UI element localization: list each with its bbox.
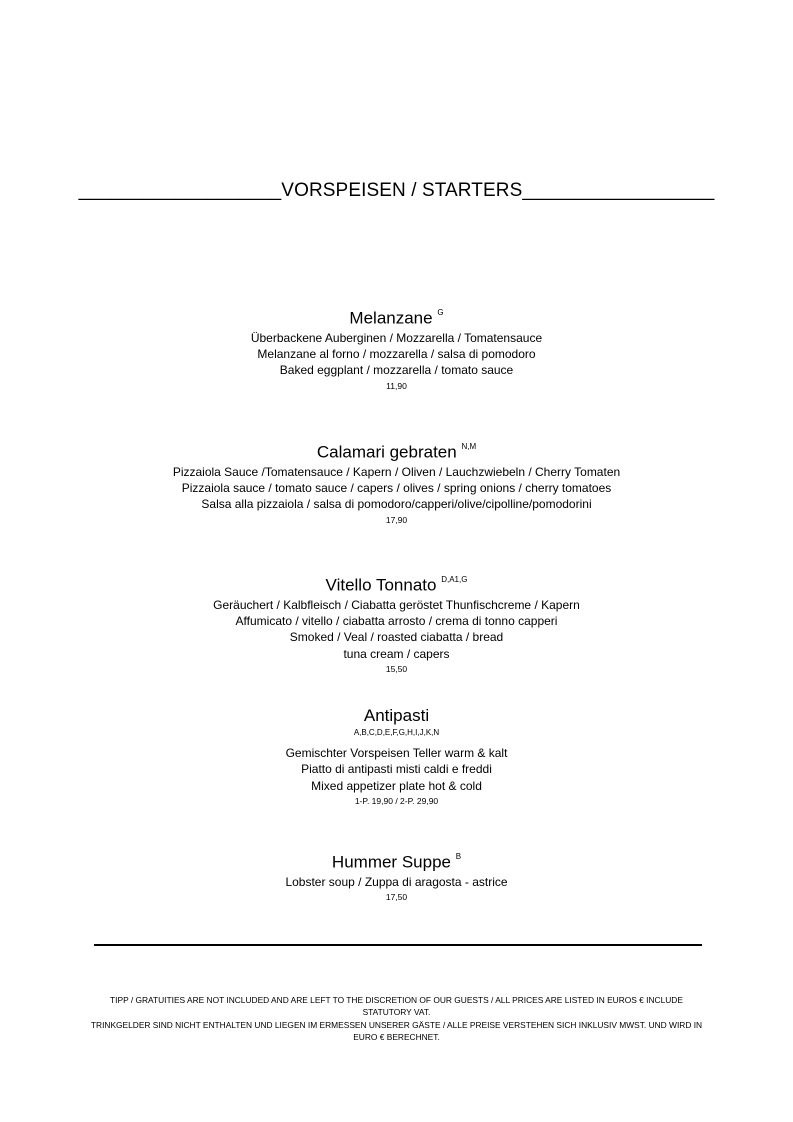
- footer-notice: [90, 994, 703, 1044]
- allergen-codes: B: [455, 852, 462, 861]
- dish-melanzane: [0, 304, 793, 393]
- footer-line-english: TIPP / GRATUITIES ARE NOT INCLUDED AND ARE LEFT TO THE DISCRETION OF OUR GUESTS / ALL PRICES ARE LISTED IN EUROS € INCLUDE STATUTORY VAT.: [110, 995, 683, 1018]
- dish-price: 17,90: [385, 514, 408, 525]
- dish-description-line: Pizzaiola sauce / tomato sauce / capers / olives / spring onions / cherry tomatoes: [181, 480, 612, 495]
- dish-description-line: Baked eggplant / mozzarella / tomato sauce: [279, 363, 514, 378]
- allergen-codes: A,B,C,D,E,F,G,H,I,J,K,N: [353, 728, 440, 737]
- dish-name: Hummer Suppe $^B$: [331, 852, 462, 872]
- dish-antipasti: [0, 705, 793, 808]
- dish-price: 1-P. 19,90 / 2-P. 29,90: [354, 795, 439, 806]
- dish-description-line: Gemischter Vorspeisen Teller warm & kalt: [285, 746, 508, 760]
- dish-name: Antipasti: [363, 706, 430, 725]
- dish-name: Vitello Tonnato $^{D,A1,G}$: [325, 575, 468, 595]
- dish-name: Melanzane $^G$: [349, 308, 444, 328]
- divider-line: [94, 944, 702, 946]
- dish-calamari-gebraten: [0, 438, 793, 527]
- dish-description-line: Mixed appetizer plate hot & cold: [311, 778, 482, 793]
- section-heading: ___________________VORSPEISEN / STARTERS__________________: [78, 180, 715, 201]
- dish-description-line: Pizzaiola Sauce /Tomatensauce / Kapern / Oliven / Lauchzwiebeln / Cherry Tomaten: [172, 464, 621, 479]
- dish-description-line: Affumicato / vitello / ciabatta arrosto / crema di tonno capperi: [235, 613, 558, 628]
- dish-description-line: Geräuchert / Kalbfleisch / Ciabatta geröstet Thunfischcreme / Kapern: [213, 597, 580, 612]
- dish-hummer-suppe: [0, 848, 793, 904]
- dish-description-line: Piatto di antipasti misti caldi e freddi: [301, 762, 492, 777]
- dish-vitello-tonnato: [0, 571, 793, 676]
- allergen-codes: G: [437, 308, 444, 317]
- footer-line-german: TRINKGELDER SIND NICHT ENTHALTEN UND LIEGEN IM ERMESSEN UNSERER GÄSTE / ALLE PREISE VERSTEHEN SICH INKLUSIV MWST. UND WIRD IN EURO € BERECHNET.: [90, 1019, 703, 1043]
- dish-description-line: Überbackene Auberginen / Mozzarella / Tomatensauce: [250, 330, 543, 345]
- dish-price: 11,90: [386, 380, 407, 391]
- dish-description-line: Smoked / Veal / roasted ciabatta / bread: [289, 630, 504, 645]
- dish-description-line: Melanzane al forno / mozzarella / salsa di pomodoro: [257, 346, 536, 361]
- dish-name: Calamari gebraten $^{N,M}$: [316, 442, 477, 462]
- dish-description-line: tuna cream / capers: [343, 646, 450, 661]
- dish-description-line: Lobster soup / Zuppa di aragosta - astrice: [285, 874, 508, 889]
- dish-price: 17,50: [385, 891, 408, 902]
- allergen-codes: D,A1,G: [441, 575, 468, 584]
- allergen-codes: N,M: [461, 442, 477, 451]
- dish-price: 15,50: [385, 663, 408, 674]
- dish-description-line: Salsa alla pizzaiola / salsa di pomodoro/capperi/olive/cipolline/pomodorini: [201, 497, 592, 512]
